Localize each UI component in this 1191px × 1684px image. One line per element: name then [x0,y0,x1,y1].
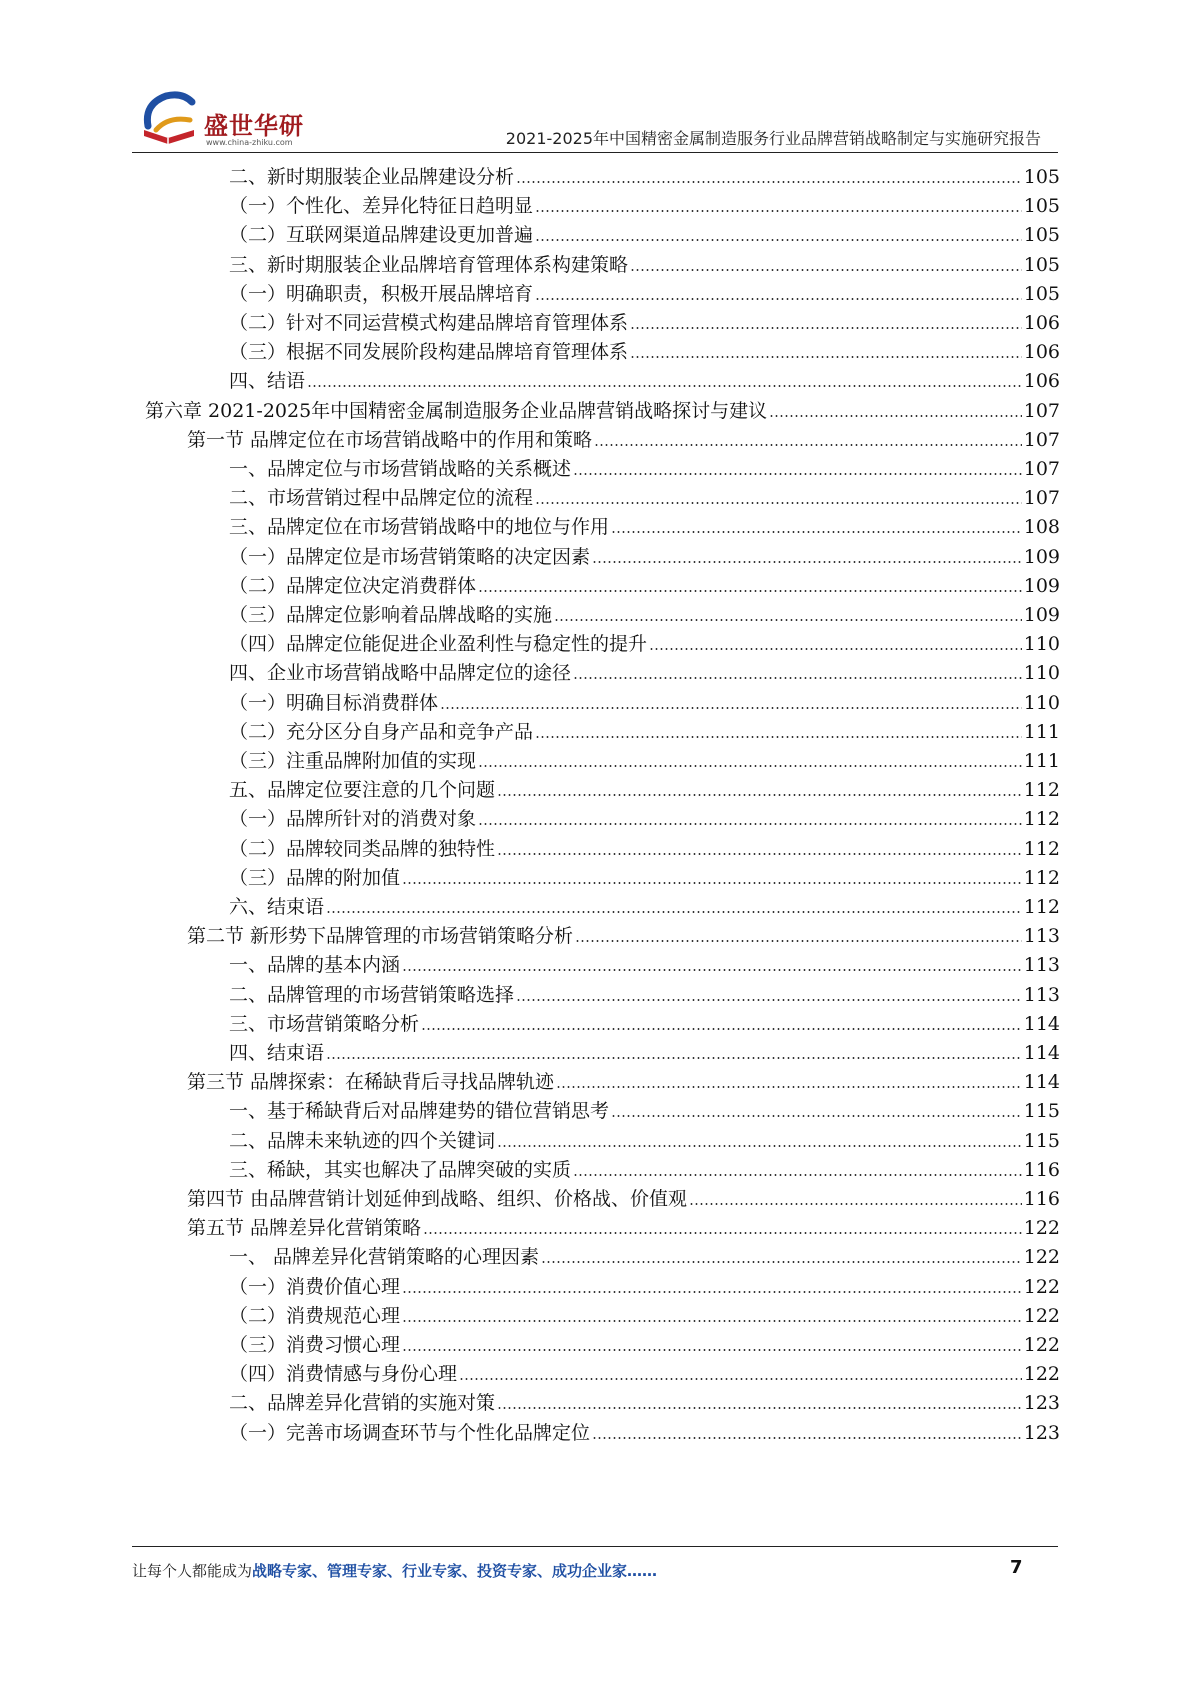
toc-entry-page: 105 [1023,195,1060,218]
toc-entry-title: 第六章 2021-2025年中国精密金属制造服务企业品牌营销战略探讨与建议 [145,399,768,422]
toc-entry-page: 106 [1023,370,1060,393]
toc-entry[interactable] [229,600,1060,630]
toc-entry[interactable] [229,162,1060,192]
toc-entry-page: 110 [1023,633,1060,656]
toc-entry-title: （一）个性化、差异化特征日趋明显 [229,195,534,218]
footer-slogan [132,1560,657,1581]
toc-entry[interactable] [229,279,1060,309]
toc-leader-dots [535,239,1022,241]
toc-entry[interactable] [229,542,1060,572]
toc-leader-dots [497,1145,1022,1147]
toc-leader-dots [459,1378,1022,1380]
toc-entry[interactable] [229,1359,1060,1389]
toc-entry[interactable] [229,834,1060,864]
toc-entry-page: 122 [1023,1363,1060,1386]
toc-entry-title: （一）完善市场调查环节与个性化品牌定位 [229,1421,591,1444]
toc-entry[interactable] [229,804,1060,834]
toc-entry[interactable] [229,483,1060,513]
toc-entry-title: （一）明确职责，积极开展品牌培育 [229,282,534,305]
toc-entry-page: 122 [1023,1246,1060,1269]
toc-entry[interactable] [229,1155,1060,1185]
toc-leader-dots [573,473,1022,475]
toc-leader-dots [611,531,1022,533]
toc-entry-page: 105 [1023,253,1060,276]
toc-leader-dots [402,1349,1022,1351]
toc-leader-dots [478,765,1022,767]
toc-entry[interactable] [229,1126,1060,1156]
toc-entry-page: 122 [1023,1334,1060,1356]
toc-entry-title: 二、品牌管理的市场营销策略选择 [229,983,515,1006]
toc-entry-title: （三）品牌的附加值 [229,866,401,889]
toc-entry-title: 三、品牌定位在市场营销战略中的地位与作用 [229,516,610,539]
toc-entry[interactable] [229,746,1060,776]
toc-entry[interactable] [229,512,1060,542]
toc-entry-page: 115 [1023,1100,1060,1123]
toc-leader-dots [423,1232,1022,1234]
toc-entry[interactable] [229,1388,1060,1418]
toc-entry-page: 107 [1023,458,1060,480]
logo-name: 盛世华研 [204,112,304,140]
toc-leader-dots [554,619,1022,621]
toc-leader-dots [402,1291,1022,1293]
toc-leader-dots [573,677,1022,679]
toc-entry-title: 二、品牌差异化营销的实施对策 [229,1392,496,1415]
toc-entry-title: 六、结束语 [229,896,325,918]
toc-entry[interactable] [187,425,1060,455]
toc-leader-dots [497,794,1022,796]
toc-leader-dots [630,327,1022,329]
toc-entry-page: 116 [1023,1188,1060,1210]
toc-entry-title: （二）品牌较同类品牌的独特性 [229,837,496,860]
toc-entry-title: 四、结束语 [229,1042,325,1064]
toc-entry-title: 一、基于稀缺背后对品牌建势的错位营销思考 [229,1100,610,1123]
toc-entry[interactable] [229,191,1060,221]
toc-entry-title: （三）根据不同发展阶段构建品牌培育管理体系 [229,341,629,364]
logo-url: www.china-zhiku.com [206,138,293,147]
toc-entry[interactable] [229,775,1060,805]
toc-entry-title: （四）消费情感与身份心理 [229,1363,458,1386]
toc-entry-page: 113 [1023,925,1060,948]
toc-entry-page: 106 [1023,312,1060,334]
toc-entry[interactable] [229,571,1060,601]
toc-entry-title: 五、品牌定位要注意的几个问题 [229,779,496,802]
toc-entry[interactable] [229,454,1060,484]
toc-entry[interactable] [229,1009,1060,1039]
toc-entry-title: 三、稀缺，其实也解决了品牌突破的实质 [229,1158,572,1181]
footer-divider [132,1546,1058,1547]
toc-entry-page: 112 [1023,808,1060,831]
toc-entry[interactable] [229,717,1060,747]
toc-entry[interactable] [229,250,1060,280]
toc-entry-title: 第二节 新形势下品牌管理的市场营销策略分析 [187,925,574,948]
toc-leader-dots [402,882,1022,884]
toc-leader-dots [440,707,1022,709]
toc-entry[interactable] [229,980,1060,1010]
toc-entry[interactable] [187,1213,1060,1243]
toc-entry-title: 第三节 品牌探索：在稀缺背后寻找品牌轨迹 [187,1071,555,1094]
toc-entry[interactable] [229,629,1060,659]
toc-leader-dots [478,823,1022,825]
toc-entry[interactable] [187,921,1060,951]
toc-leader-dots [307,385,1022,387]
toc-leader-dots [421,1028,1022,1030]
toc-entry[interactable] [145,396,1060,426]
toc-entry-page: 107 [1023,487,1060,510]
toc-entry-title: （一）消费价值心理 [229,1275,401,1298]
toc-leader-dots [402,969,1022,971]
toc-leader-dots [592,1437,1022,1439]
toc-entry-page: 112 [1023,837,1060,860]
toc-entry-page: 113 [1023,954,1060,977]
toc-leader-dots [594,444,1022,446]
toc-entry-title: 一、品牌定位与市场营销战略的关系概述 [229,458,572,480]
toc-entry-page: 108 [1023,516,1060,539]
toc-leader-dots [541,1261,1022,1263]
toc-entry-title: 三、新时期服装企业品牌培育管理体系构建策略 [229,253,629,276]
toc-entry-title: 第四节 由品牌营销计划延伸到战略、组织、价格战、价值观 [187,1188,688,1210]
toc-entry-page: 115 [1023,1129,1060,1152]
toc-entry[interactable] [229,892,1060,922]
page-number: 7 [1010,1557,1023,1578]
toc-entry-page: 114 [1023,1012,1060,1035]
toc-entry-page: 111 [1023,750,1060,772]
toc-entry-page: 109 [1023,545,1060,568]
toc-entry[interactable] [229,1272,1060,1302]
toc-entry[interactable] [229,1418,1060,1448]
toc-entry[interactable] [187,1184,1060,1214]
toc-entry-page: 107 [1023,428,1060,451]
toc-entry[interactable] [229,950,1060,980]
toc-leader-dots [630,356,1022,358]
toc-entry[interactable] [229,366,1060,396]
toc-entry-page: 107 [1023,399,1060,422]
toc-entry-title: （二）针对不同运营模式构建品牌培育管理体系 [229,312,629,334]
toc-entry-page: 113 [1023,983,1060,1006]
toc-entry[interactable] [229,863,1060,893]
toc-entry-title: （三）消费习惯心理 [229,1334,401,1356]
footer-slogan-highlight: 战略专家、管理专家、行业专家、投资专家、成功企业家…… [252,1562,658,1580]
toc-leader-dots [497,1407,1022,1409]
toc-entry-title: 一、品牌的基本内涵 [229,954,401,977]
toc-leader-dots [535,736,1022,738]
toc-entry[interactable] [229,1038,1060,1068]
footer-slogan-lead: 让每个人都能成为 [132,1562,253,1580]
toc-entry-title: 四、结语 [229,370,306,393]
toc-entry-title: 二、新时期服装企业品牌建设分析 [229,166,515,188]
toc-entry-page: 122 [1023,1304,1060,1327]
toc-entry-title: （一）明确目标消费群体 [229,691,439,714]
toc-entry[interactable] [229,308,1060,338]
toc-entry-title: 三、市场营销策略分析 [229,1012,420,1035]
toc-entry[interactable] [229,688,1060,718]
toc-entry-page: 109 [1023,604,1060,626]
toc-entry-page: 110 [1023,691,1060,714]
toc-entry-page: 105 [1023,166,1060,188]
toc-leader-dots [535,502,1022,504]
toc-entry-page: 112 [1023,779,1060,802]
toc-entry-title: 一、 品牌差异化营销策略的心理因素 [229,1246,540,1269]
toc-leader-dots [556,1086,1022,1088]
toc-leader-dots [478,590,1022,592]
toc-leader-dots [649,648,1022,650]
toc-leader-dots [611,1115,1022,1117]
toc-entry-title: （四）品牌定位能促进企业盈利性与稳定性的提升 [229,633,648,656]
toc-entry-title: （二）品牌定位决定消费群体 [229,574,477,597]
toc-entry-title: （二）消费规范心理 [229,1304,401,1327]
toc-entry-page: 122 [1023,1217,1060,1240]
toc-leader-dots [516,181,1022,183]
toc-entry[interactable] [229,337,1060,367]
toc-entry-page: 109 [1023,574,1060,597]
toc-entry-title: （三）注重品牌附加值的实现 [229,750,477,772]
logo-book-icon [138,86,200,146]
toc-leader-dots [575,940,1022,942]
toc-entry[interactable] [229,1242,1060,1272]
toc-leader-dots [535,210,1022,212]
toc-entry-title: （二）充分区分自身产品和竞争产品 [229,720,534,743]
toc-entry-title: 四、企业市场营销战略中品牌定位的途径 [229,662,572,685]
toc-entry-title: （二）互联网渠道品牌建设更加普遍 [229,224,534,247]
toc-leader-dots [326,1057,1022,1059]
toc-leader-dots [769,415,1022,417]
toc-entry-page: 114 [1023,1042,1060,1064]
toc-leader-dots [689,1203,1022,1205]
toc-entry-title: 第一节 品牌定位在市场营销战略中的作用和策略 [187,428,593,451]
toc-entry-page: 123 [1023,1392,1060,1415]
toc-entry[interactable] [229,1301,1060,1331]
toc-leader-dots [326,911,1022,913]
toc-entry-page: 112 [1023,866,1060,889]
toc-entry-page: 123 [1023,1421,1060,1444]
toc-entry[interactable] [229,658,1060,688]
toc-entry-title: （三）品牌定位影响着品牌战略的实施 [229,604,553,626]
toc-entry-page: 106 [1023,341,1060,364]
company-logo [138,86,308,146]
toc-entry-page: 110 [1023,662,1060,685]
toc-entry-title: 第五节 品牌差异化营销策略 [187,1217,422,1240]
page-header [0,0,1191,160]
toc-leader-dots [630,269,1022,271]
toc-entry[interactable] [229,1096,1060,1126]
toc-entry-page: 111 [1023,720,1060,743]
toc-entry[interactable] [229,220,1060,250]
toc-leader-dots [535,298,1022,300]
toc-entry-title: 二、品牌未来轨迹的四个关键词 [229,1129,496,1152]
toc-entry[interactable] [187,1067,1060,1097]
toc-entry-title: （一）品牌定位是市场营销策略的决定因素 [229,545,591,568]
toc-leader-dots [402,1320,1022,1322]
toc-leader-dots [516,999,1022,1001]
toc-entry-page: 114 [1023,1071,1060,1094]
toc-entry-title: 二、市场营销过程中品牌定位的流程 [229,487,534,510]
toc-leader-dots [592,561,1022,563]
toc-entry-page: 105 [1023,224,1060,247]
header-divider [132,152,1058,153]
toc-entry-title: （一）品牌所针对的消费对象 [229,808,477,831]
toc-entry-page: 122 [1023,1275,1060,1298]
toc-entry[interactable] [229,1330,1060,1360]
toc-entry-page: 105 [1023,282,1060,305]
toc-entry-page: 112 [1023,896,1060,918]
toc-leader-dots [497,853,1022,855]
report-title: 2021-2025年中国精密金属制造服务行业品牌营销战略制定与实施研究报告 [505,129,1041,148]
toc-leader-dots [573,1174,1022,1176]
toc-entry-page: 116 [1023,1158,1060,1181]
